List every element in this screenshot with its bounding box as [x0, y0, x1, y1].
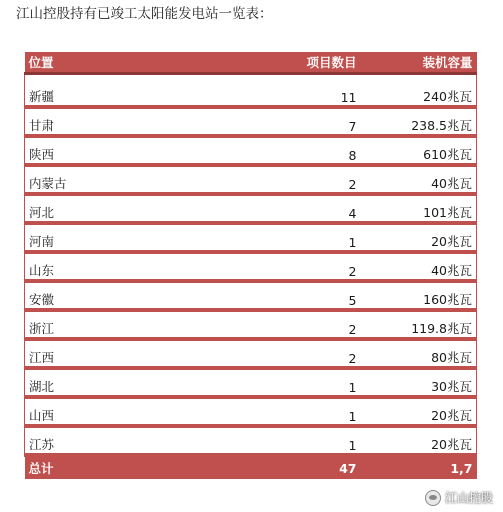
- cell-capacity: 30兆瓦: [361, 368, 477, 397]
- cell-location: 内蒙古: [25, 165, 185, 194]
- cell-count: 2: [185, 310, 361, 339]
- cell-count: 1: [185, 397, 361, 426]
- cell-count: 5: [185, 281, 361, 310]
- header-project-count: 项目数目: [185, 52, 361, 74]
- table-row: [25, 74, 477, 108]
- cell-count: 4: [185, 194, 361, 223]
- cell-capacity: 101兆瓦: [361, 194, 477, 223]
- cell-capacity: 20兆瓦: [361, 223, 477, 252]
- cell-location: 甘肃: [25, 107, 185, 136]
- cell-count: 2: [185, 165, 361, 194]
- table-row: [25, 252, 477, 281]
- cell-capacity: 40兆瓦: [361, 165, 477, 194]
- table-total-row: [25, 455, 477, 479]
- cell-capacity: 238.5兆瓦: [361, 107, 477, 136]
- cell-capacity: 40兆瓦: [361, 252, 477, 281]
- cell-count: 1: [185, 426, 361, 455]
- cell-count: 11: [185, 74, 361, 108]
- document-title: 江山控股持有已竣工太阳能发电站一览表：: [16, 6, 273, 22]
- cell-location: 河北: [25, 194, 185, 223]
- table-row: [25, 368, 477, 397]
- cell-location: 安徽: [25, 281, 185, 310]
- cell-capacity: 240兆瓦: [361, 74, 477, 108]
- cell-location: 山东: [25, 252, 185, 281]
- cell-location: 山西: [25, 397, 185, 426]
- cell-location: 陕西: [25, 136, 185, 165]
- cell-location: 湖北: [25, 368, 185, 397]
- cell-location: 河南: [25, 223, 185, 252]
- header-location: 位置: [25, 52, 185, 74]
- table-row: [25, 339, 477, 368]
- header-capacity: 装机容量: [361, 52, 477, 74]
- cell-location: 江西: [25, 339, 185, 368]
- cell-location: 浙江: [25, 310, 185, 339]
- total-label: 总计: [25, 455, 185, 479]
- cell-location: 江苏: [25, 426, 185, 455]
- table-row: [25, 426, 477, 455]
- table-row: [25, 223, 477, 252]
- table-row: [25, 194, 477, 223]
- table-row: [25, 165, 477, 194]
- watermark-text: 江山控股: [444, 491, 493, 505]
- cell-capacity: 20兆瓦: [361, 426, 477, 455]
- table-row: [25, 310, 477, 339]
- table-row: [25, 107, 477, 136]
- cell-capacity: 80兆瓦: [361, 339, 477, 368]
- cell-count: 7: [185, 107, 361, 136]
- cell-count: 8: [185, 136, 361, 165]
- cell-count: 2: [185, 252, 361, 281]
- total-capacity: 1,7: [361, 455, 477, 479]
- table-row: [25, 397, 477, 426]
- watermark: [425, 489, 493, 506]
- cell-capacity: 20兆瓦: [361, 397, 477, 426]
- table-row: [25, 281, 477, 310]
- wechat-icon: [425, 490, 441, 506]
- table-row: [25, 136, 477, 165]
- cell-capacity: 610兆瓦: [361, 136, 477, 165]
- solar-stations-table: [24, 52, 477, 479]
- cell-capacity: 119.8兆瓦: [361, 310, 477, 339]
- cell-count: 1: [185, 223, 361, 252]
- cell-count: 1: [185, 368, 361, 397]
- cell-count: 2: [185, 339, 361, 368]
- cell-location: 新疆: [25, 74, 185, 108]
- cell-capacity: 160兆瓦: [361, 281, 477, 310]
- total-count: 47: [185, 455, 361, 479]
- table-header-row: [25, 52, 477, 74]
